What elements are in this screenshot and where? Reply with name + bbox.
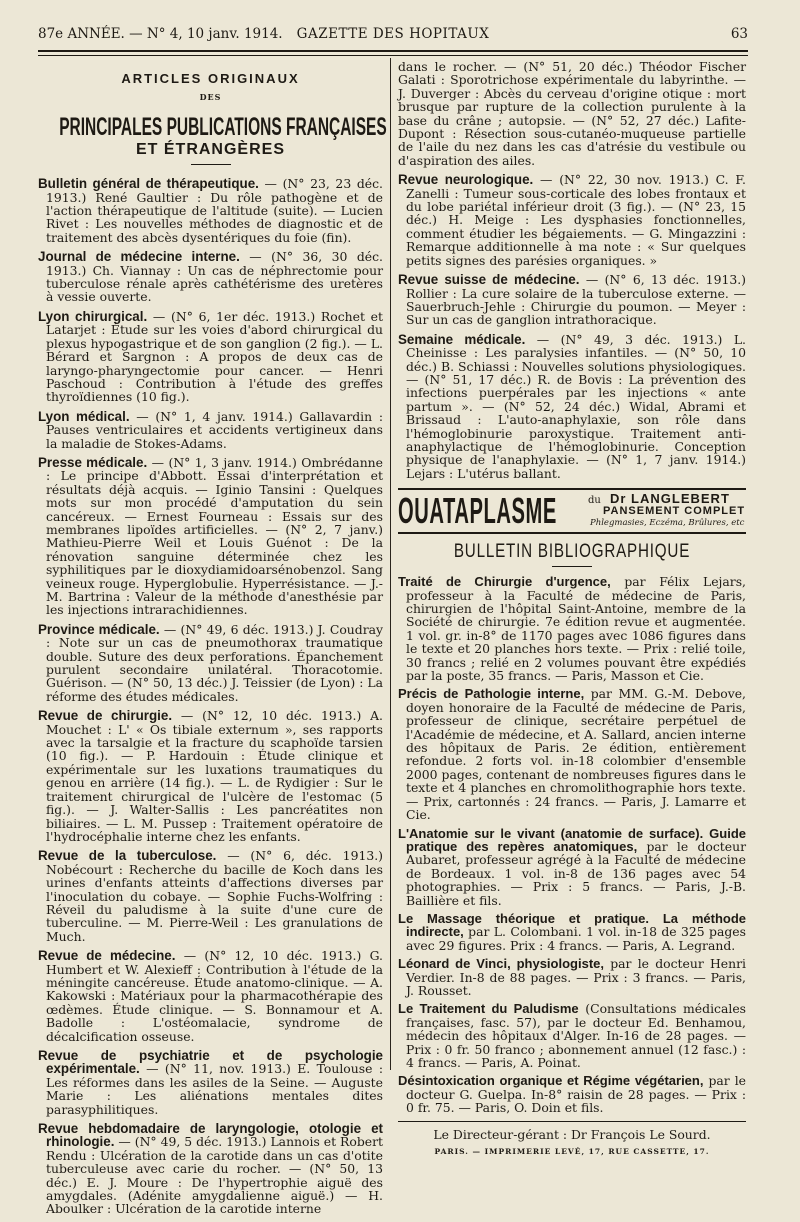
entry-title: Le Massage théorique et pratique. La méthode indirecte,	[398, 910, 746, 940]
section-subtitle: ET ÉTRANGÈRES	[135, 140, 285, 158]
section-title: ARTICLES ORIGINAUX	[121, 71, 300, 86]
article-entry	[38, 849, 383, 943]
issue-info: 87e ANNÉE. — N° 4, 10 janv. 1914.	[38, 26, 283, 42]
article-entry	[38, 1122, 383, 1216]
entry-title: Léonard de Vinci, physiologiste,	[398, 956, 604, 972]
entry-title: Province médicale.	[38, 621, 160, 637]
entry-title: Lyon médical.	[38, 408, 130, 424]
article-entry	[38, 623, 383, 703]
bib-entry	[398, 1002, 746, 1069]
entry-body: — (N° 6, 13 déc. 1913.) Rollier : La cure solaire de la tuberculose externe. — Sauerbruch-Jehle : Chirurgie du poumon. — Meyer : Sur un cas de ganglion intrathoracique.	[406, 272, 746, 328]
entry-body: — (N° 22, 30 nov. 1913.) C. F. Zanelli : Tumeur sous-corticale des lobes frontaux et du lobe pariétal inférieur droit (3 fig.). — (N° 23, 15 déc.) H. Meige : Les dysphasies fonctionnelles, comment étudier les bégaiements. — G. Mingazzini : Remarque additionnelle à ma note : « Sur quelques petits signes des parésies organiques. »	[406, 172, 746, 268]
ad-doctor: Dr LANGLEBERT	[610, 491, 730, 507]
journal-title: GAZETTE DES HOPITAUX	[296, 26, 490, 42]
entry-body: par le docteur G. Guelpa. In-8° raisin de 28 pages. — Prix : 0 fr. 75. — Paris, O. Doin et fils.	[406, 1073, 746, 1116]
header-rule-thin	[38, 55, 748, 56]
entry-body: par le docteur Henri Verdier. In-8 de 88 pages. — Prix : 3 francs. — Paris, J. Rousset.	[406, 956, 746, 998]
entry-body: — (N° 49, 5 déc. 1913.) Lannois et Robert Rendu : Ulcération de la carotide dans un cas d'otite tuberculeuse avec carie du rocher. — (N° 50, 13 déc.) E. J. Moure : De l'hypertrophie aiguë des amygdales. (Adénite amygdalienne aiguë.) — H. Aboulker : Ulcération de la carotide interne	[46, 1134, 383, 1217]
entry-body: — (N° 12, 10 déc. 1913.) A. Mouchet : L' « Os tibiale externum », ses rapports avec la tarsalgie et la fracture du scaphoïde tarsien (10 fig.). — P. Hardouin : Étude clinique et expérimentale sur les luxations traumatiques du genou en arrière (14 fig.). — L. de Rydigier : Sur le traitement chirurgical de l'ulcère de l'estomac (5 fig.). — J. Walter-Sallis : Les pancréatites non biliaires. — L. M. Pussep : Traitement opératoire de l'hydrocéphalie interne chez les enfants.	[46, 708, 384, 844]
entry-title: Revue neurologique.	[398, 172, 534, 188]
right-entries	[398, 173, 746, 480]
header-rule	[38, 50, 748, 52]
article-entry	[398, 333, 746, 480]
bib-entry	[398, 1074, 746, 1114]
footer-printer: PARIS. — IMPRIMERIE LEVÉ, 17, RUE CASSETTE, 17.	[434, 1147, 710, 1157]
entry-title: Journal de médecine interne.	[38, 249, 240, 265]
left-column	[38, 60, 387, 1222]
short-rule	[191, 164, 231, 165]
entry-title: Revue de psychiatrie et de psychologie expérimentale.	[38, 1048, 383, 1077]
bib-entry	[398, 957, 746, 997]
article-entry	[38, 709, 383, 843]
entry-body: — (N° 11, nov. 1913.) E. Toulouse : Les réformes dans les asiles de la Seine. — Auguste Marie : Les aliénations mentales dites parasyphilitiques.	[46, 1061, 383, 1117]
entry-body: par L. Colombani. 1 vol. in-18 de 325 pages avec 29 figures. Prix : 4 francs. — Paris, A. Legrand.	[406, 924, 746, 953]
article-entry	[38, 1049, 383, 1116]
right-column	[398, 60, 746, 1158]
entry-title: Revue de chirurgie.	[38, 708, 173, 724]
entry-body: — (N° 23, 23 déc. 1913.) René Gaultier : Du rôle pathogène et de l'action thérapeutique de l'altitude (suite). — Lucien Rivet : Les nouvelles méthodes de diagnostic et de traitement des abcès dysentériques du foie (fin).	[46, 176, 383, 245]
footer-rule	[398, 1121, 746, 1122]
entry-title: Lyon chirurgical.	[38, 308, 148, 324]
entry-title: Traité de Chirurgie d'urgence,	[398, 574, 611, 590]
entry-body: — (N° 36, 30 déc. 1913.) Ch. Viannay : Un cas de néphrectomie pour tuberculose rénale après cathétérisme des uretères à vessie ouverte.	[46, 249, 383, 305]
entry-title: Revue de la tuberculose.	[38, 848, 217, 864]
ad-du: du	[588, 495, 601, 507]
entry-title: L'Anatomie sur le vivant (anatomie de surface). Guide pratique des repères anatomiques,	[398, 825, 746, 854]
entry-body: — (N° 1, 3 janv. 1914.) Ombrédanne : Le principe d'Abbott. Essai d'interprétation et résultats déjà acquis. — Iginio Tansini : Quelques mots sur mon procédé d'amputation du sein cancéreux. — Ernest Fourneau : Essais sur des membranes lipoïdes artificielles. — (N° 2, 7 janv.) Mathieu-Pierre Weil et Louis Guénot : De la rénovation sanguine déterminée chez les syphilitiques par le dioxydiamidoarsénobenzol. Sang veineux rouge. Hyperglobulie. Hyperrésistance. — J.-M. Bartrina : Valeur de la méthode d'anesthésie par les injections intrarachidiennes.	[46, 454, 383, 618]
entry-title: Revue hebdomadaire de laryngologie, otologie et rhinologie.	[38, 1121, 383, 1150]
bib-entry	[398, 575, 746, 682]
ad-tagline: PANSEMENT COMPLET	[603, 505, 746, 518]
entry-body: par MM. G.-M. Debove, doyen honoraire de la Faculté de médecine de Paris, professeur de clinique, secrétaire perpétuel de l'Académie de médecine, et A. Sallard, ancien interne des hôpitaux de Paris. 2e édition, entièrement refondue. 2 forts vol. in-18 colombier d'ensemble 2000 pages, contenant de nombreuses figures dans le texte et 4 planches en chromolithographie hors texte. — Prix, cartonnés : 24 francs. — Paris, J. Lamarre et Cie.	[406, 686, 746, 823]
entry-body: (Consultations médicales françaises, fasc. 57), par le docteur Ed. Benhamou, médecin des hôpitaux d'Alger. In-16 de 28 pages. — Prix : 0 fr. 50 franco ; abonnement annuel (12 fasc.) : 4 francs. — Paris, A. Poinat.	[406, 1001, 747, 1070]
article-entry	[38, 949, 383, 1043]
entry-title: Semaine médicale.	[398, 331, 526, 347]
ad-indications: Phlegmasies, Eczéma, Brûlures, etc	[590, 518, 745, 529]
advertisement	[398, 488, 746, 534]
entry-title: Bulletin général de thérapeutique.	[38, 176, 259, 192]
section-main-title: PRINCIPALES PUBLICATIONS FRANÇAISES	[59, 112, 387, 141]
entry-body: — (N° 12, 10 déc. 1913.) G. Humbert et W. Alexieff : Contribution à l'étude de la méningite cancéreuse. Étude anatomo-clinique. — A. Kakowski : Matériaux pour la pharmacothérapie des œdèmes. Étude clinique. — S. Bonnamour et A. Badolle : L'ostéomalacie, syndrome de décalcification osseuse.	[46, 948, 383, 1044]
bib-entry	[398, 827, 746, 907]
entry-body: par le docteur Aubaret, professeur agrégé à la Faculté de médecine de Bordeaux. 1 vol. in-8 de 136 pages avec 54 photographies. — Prix : 5 francs. — Paris, J.-B. Baillière et fils.	[406, 838, 747, 908]
article-entry	[38, 177, 383, 244]
entry-title: Le Traitement du Paludisme	[398, 1001, 579, 1017]
bib-entry	[398, 912, 746, 952]
entry-title: Revue de médecine.	[38, 948, 176, 964]
ad-product: OUATAPLASME	[398, 490, 557, 532]
entry-body: — (N° 49, 3 déc. 1913.) L. Cheinisse : Les paralysies infantiles. — (N° 50, 10 déc.) B. Schiassi : Nouvelles solutions physiologiques. — (N° 51, 17 déc.) R. de Bovis : La prévention des infections puerpérales par les injections « ante partum ». — (N° 52, 24 déc.) Widal, Abrami et Brissaud : L'auto-anaphylaxie, son rôle dans l'hémoglobinurie paroxystique. Traitement anti-anaphylactique de l'hémoglobinurie. Conception physique de l'anaphylaxie. — (N° 1, 7 janv. 1914.) Lejars : L'utérus ballant.	[406, 331, 746, 481]
article-entry	[398, 273, 746, 327]
entry-title: Désintoxication organique et Régime végétarien,	[398, 1073, 704, 1089]
entry-body: — (N° 49, 6 déc. 1913.) J. Coudray : Note sur un cas de pneumothorax traumatique double. Suture des deux perforations. Épanchement purulent secondaire unilatéral. Thoracotomie. Guérison. — (N° 50, 13 déc.) J. Teissier (de Lyon) : La réforme des études médicales.	[46, 621, 383, 704]
entry-body: — (N° 6, déc. 1913.) Nobécourt : Recherche du bacille de Koch dans les urines d'enfants atteints d'affections diverses par l'inoculation du cobaye. — Sophie Fuchs-Wolfring : Réveil du paludisme à la suite d'une cure de tuberculine. — M. Pierre-Weil : Les granulations de Much.	[46, 848, 383, 944]
bibliography-title: BULLETIN BIBLIOGRAPHIQUE	[453, 541, 691, 563]
article-entry	[38, 456, 383, 617]
article-entry	[38, 250, 383, 304]
page-header	[38, 26, 748, 46]
bib-short-rule	[552, 566, 592, 567]
page-number: 63	[730, 26, 748, 42]
left-entries	[38, 177, 383, 1216]
entry-title: Presse médicale.	[38, 454, 148, 470]
entry-title: Précis de Pathologie interne,	[398, 686, 585, 702]
bib-entry	[398, 687, 746, 821]
column-separator	[390, 58, 391, 1070]
entry-body: — (N° 6, 1er déc. 1913.) Rochet et Latarjet : Étude sur les voies d'abord chirurgical du plexus hypogastrique et de son ganglion (2 fig.). — L. Bérard et Sargnon : A propos de deux cas de laryngo-pharyngectomie pour cancer. — Henri Paschoud : Contribution à l'étude des greffes thyroïdiennes (10 fig.).	[46, 308, 383, 405]
bibliography-entries	[398, 575, 746, 1114]
entry-title: Revue suisse de médecine.	[398, 272, 580, 288]
article-entry	[38, 310, 383, 404]
article-entry	[398, 173, 746, 267]
entry-body: — (N° 1, 4 janv. 1914.) Gallavardin : Pauses ventriculaires et accidents vertigineux dans la maladie de Stokes-Adams.	[46, 408, 383, 451]
footer-director: Le Directeur-gérant : Dr François Le Sourd.	[433, 1126, 711, 1142]
continuation-text: dans le rocher. — (N° 51, 20 déc.) Théodor Fischer Galati : Sporotrichose expérimentale du labyrinthe. — J. Duverger : Abcès du cerveau d'origine otique : mort brusque par rupture de la collection purulente à la base du crâne ; autopsie. — (N° 52, 27 déc.) Lafite-Dupont : Résection sous-cutanéo-muqueuse partielle de l'aile du nez dans les cas d'atrésie du vestibule ou d'aspiration des ailes.	[398, 59, 746, 168]
entry-body: par Félix Lejars, professeur à la Faculté de médecine de Paris, chirurgien de l'hôpital Saint-Antoine, membre de la Société de chirurgie. 7e édition revue et augmentée. 1 vol. gr. in-8° de 1170 pages avec 1086 figures dans le texte et 20 planches hors texte. — Prix : relié toile, 30 francs ; relié en 2 volumes pouvant être expédiés par la poste, 35 francs. — Paris, Masson et Cie.	[406, 574, 746, 684]
section-des: DES	[199, 92, 222, 103]
article-entry	[38, 410, 383, 450]
